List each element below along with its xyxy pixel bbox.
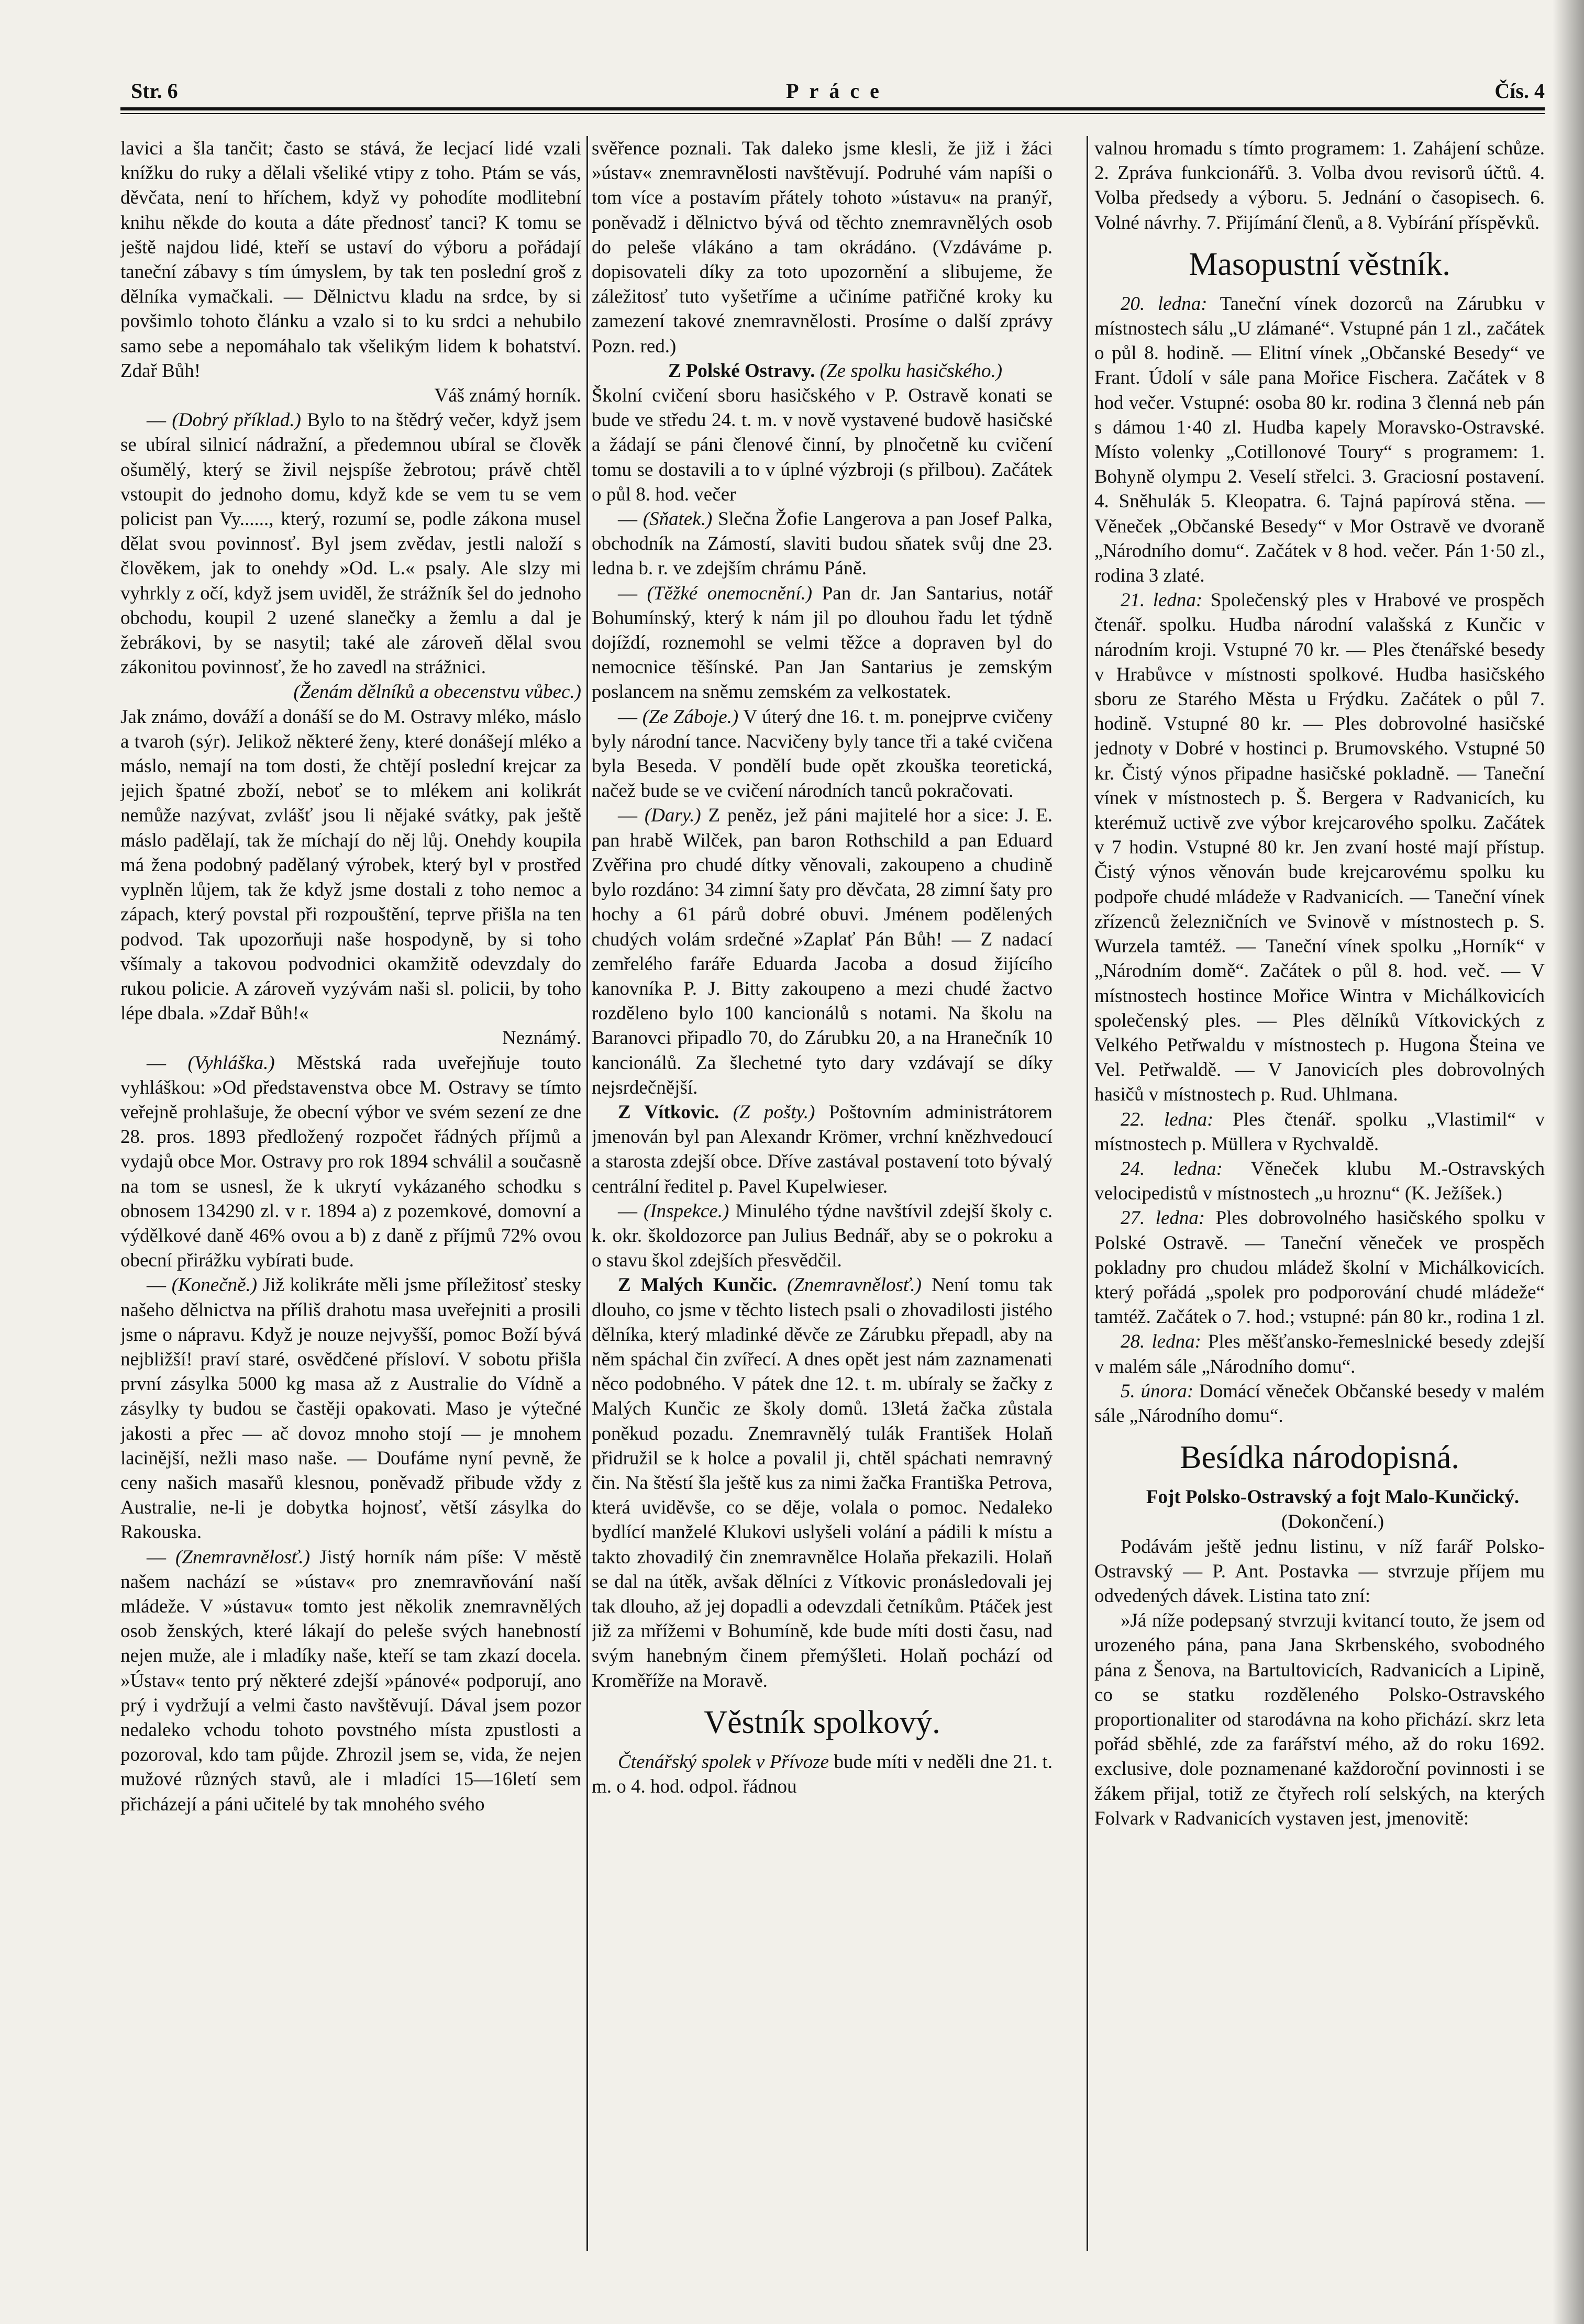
article-text: lavici a šla tančit; často se stává, že lecjací lidé vzali knížku do ruky a dělali všeliké vtipy z toho. Ptám se vás, děvčata, není to hříchem, když vy pohodíte modlitební knihu někde do kouta a dáte přednosť tanci? K tomu se ještě najdou lidé, kteří se ustaví do výboru a pořádají taneční zábavy s tím úmyslem, by tak ten poslední groš z dělníka vymačkali. — Dělnictvu kladu na srdce, by si povšimlo tohoto článku a vzalo si to ku srdci a nehubilo samo sebe a nepomáhalo tak všelikým lidem k bohatství. Zdař Bůh! (120, 138, 581, 382)
article-text: Není tomu tak dlouho, co jsme v těchto listech psali o zhovadilosti jistého dělníka, který mladinké děvče ze Zárubku přepadl, aby na něm spáchal čin zvířecí. A dnes opět jest nám zaznamenati něco podobného. V pátek dne 12. t. m. ubíraly se žačky z Malých Kunčic ze školy domů. 13letá žačka zůstala poněkud pozadu. Znemravnělý tulák František Holaň přidružil se k holce a povalil ji, chtěl spáchati nemravný čin. Na štěstí šla ještě kus za nimi žačka Františka Petrova, která uviděvše, co se děje, volala o pomoc. Nedaleko bydlící manželé Klukovi uslyšeli volání a pádili k místu a takto zhovadilý čin znemravnělce Holaňa překazili. Holaň se dal na útěk, avšak dělníci z Vítkovic pronásledovali jej tak dlouho, až jej dopadli a odevzdali četníkům. Ptáček jest již za mřížemi v Bohumíně, kde bude míti dosti času, nad svým hanebným činem přemýšleti. Holaň pochází od Kroměříže na Moravě. (592, 1274, 1053, 1692)
section-heading-vestnik: Věstník spolkový. (704, 1704, 940, 1740)
event-entry (1094, 1379, 1545, 1428)
event-text: Taneční vínek dozorců na Zárubku v místnostech sálu „U zlámané“. Vstupné pán 1 zl., začátek o půl 8. hodině. — Elitní vínek „Občanské Besedy“ ve Frant. Údolí v sále pana Mořice Fischera. Začátek v 8 hod večer. Vstupné: osoba 80 kr. rodina 3 členná neb pán s dámou 1·40 zl. Hudba kapely Moravsko-Ostravské. Místo volenky „Cotillonové Toury“ s programem: 1. Bohyně olympu 2. Veselí střelci. 3. Graciosní postavení. 4. Sněhulák 5. Kleopatra. 6. Tajná papírová stěna. — Věneček „Občanské Besedy“ v Mor Ostravě ve dvoraně „Národního domu“. Začátek v 8 hod. večer. Pán 1·50 zl., rodina 3 zlaté. (1094, 293, 1545, 587)
article-paragraph: — (Znemravnělosť.) Jistý horník nám píše: V městě našem nachází se »ústav« pro znemravňování naší mládeže. V »ústavu« tomto jest několik znemravnělých osob ženských, které lákají do peleše svých hanebností nejen muže, ale i mladíky naše, kteří se tam zkazí docela. »Ústav« tento prý některé zdejší »pánové« podporují, ano prý i vydržují a velmi často navštěvují. Dával jsem pozor nedaleko vchodu tohoto povstného místa zpustlosti a pozoroval, kdo tam půjde. Zhrozil jsem se, vida, že nejen mužové různých stavů, ale i mladíci 15—16letí sem přicházejí a páni učitelé by tak mnohého svého (120, 1546, 581, 1815)
article-title: (Těžké onemocnění.) (647, 582, 813, 604)
article-paragraph: — (Dobrý příklad.) Bylo to na štědrý večer, když jsem se ubíral silnicí nádražní, a předemnou ubíral se člověk ošumělý, který se živil nejspíše žebrotou; právě chtěl vstoupit do jednoho domu, když kde se vem tu se vem policist pan Vy......, který, rozumí se, podle zákona musel dělat svou povinnosť. Byl jsem zvědav, jestli naloží s člověkem, jak to onehdy »Od. L.« psaly. Ale slzy mi vyhrkly z očí, když jsem uviděl, že strážník šel do jednoho obchodu, koupil 2 uzené slanečky a žemlu a dal je žebrákovi, by se nasytil; také ale zároveň dělal svou zákonitou povinnosť, že ho zavedl na strážnici. (120, 409, 581, 679)
article-paragraph: — (Dary.) Z peněz, jež páni majitelé hor a sice: J. E. pan hrabě Wilček, pan baron Rothschild a pan Eduard Zvěřina pro chudé dítky věnovali, zakoupeno a chudině bylo rozdáno: 34 zimní šaty pro děvčata, 28 zimní šaty pro hochy a 61 párů dobré obuvi. Jménem podělených chudých volám srdečné »Zaplať Pán Bůh! — Z nadací zemřelého faráře Eduarda Jacoba a dosud žijícího kanovníka P. J. Bitty zakoupeno a mezi chudé žactvo rozděleno bylo 100 kancionálů s notami. Na školu na Baranovci připadlo 70, do Zárubku 20, a na Hranečník 10 kancionálů. Za šlechetné tyto dary vzdávají se díky nejsrdečnější. (592, 805, 1053, 1098)
page-number: Str. 6 (131, 79, 178, 103)
section-heading-besidka: Besídka národopisná. (1180, 1440, 1459, 1476)
event-entry (1094, 588, 1545, 1107)
issue-number: Čís. 4 (1494, 79, 1545, 103)
section-title: Z Malých Kunčic. (618, 1274, 778, 1296)
article-paragraph: — (Inspekce.) Minulého týdne navštívil zdejší školy c. k. okr. školdozorce pan Julius Bednář, aby se o pokroku a o stavu škol zdejších přesvědčil. (592, 1200, 1053, 1272)
article-paragraph: — (Ze Záboje.) V úterý dne 16. t. m. ponejprve cvičeny byly národní tance. Nacvičeny byly tance tři a také cvičena byla Beseda. V pondělí bude opět zkouška teoretická, načež bude se ve cvičení národních tanců pokračovati. (592, 706, 1053, 802)
column-divider-1 (586, 136, 588, 2251)
article-text: Školní cvičení sboru hasičského v P. Ostravě konati se bude ve středu 24. t. m. v nově vystavené budově hasičské a žádají se páni členové činní, by plnočetně ku cvičení tomu se dostavili a to v úplné výzbroji (s přilbou). Začátek o půl 8. hod. večer (592, 385, 1053, 505)
section-subtitle (1094, 1485, 1545, 1509)
article-text: svěřence poznali. Tak daleko jsme klesli, že již i žáci »ústav« znemravnělosti navštěvují. Podruhé vám napíši o tom více a postavím přátely tohoto »ústavu« na pranýř, poněvadž i dělnictvo bývá od těchto znemravnělých osob do peleše vlákáno a tam okrádáno. (Vzdáváme p. dopisovateli díky za toto upozornění a slibujeme, že záležitosť tuto vyšetříme a učiníme patřičné kroky ku zamezení takové znemravnělosti. Prosíme o další zprávy Pozn. red.) (592, 138, 1053, 357)
event-text: Domácí věneček Občanské besedy v malém sále „Národního domu“. (1094, 1380, 1545, 1427)
scan-edge-shadow (1553, 0, 1584, 2324)
article-text: Podávám ještě jednu listinu, v níž farář Polsko-Ostravský — P. Ant. Postavka — stvrzuje příjem mu odvedených dávek. Listina tato zní: (1094, 1536, 1545, 1607)
event-entry (1094, 292, 1545, 588)
article-signature: Váš známý horník. (434, 385, 581, 407)
article-signature: Neznámý. (502, 1027, 581, 1049)
article-paragraph: — (Konečně.) Již kolikráte měli jsme příležitosť stesky našeho dělnictva na příliš drahotu masa uveřejniti a prosili jsme o nápravu. Když je nouze nejvyšší, pomoc Boží bývá nejbližší! praví staré, osvědčené přísloví. V sobotu přišla první zásylka 5000 kg masa až z Australie do Vídně a zásylky ty budou se častěji opakovati. Maso je výtečné jakosti a přec — ač dovoz mnoho stojí — je mnohem lacinější, nežli maso naše. — Doufáme nyní pevně, že ceny našich masařů klesnou, poněvadž přibude vždy z Australie, ne-li je dobytka hojnosť, větší zásylka do Rakouska. (120, 1274, 581, 1543)
article-title: (Sňatek.) (643, 508, 713, 530)
event-date: 20. ledna: (1121, 293, 1208, 315)
article-title: (Dary.) (644, 805, 701, 827)
section-subtitle: (Znemravnělosť.) (787, 1274, 922, 1296)
article-text: »Já níže podepsaný stvrzuji kvitancí touto, že jsem od urozeného pána, pana Jana Skrbenského, svobodného pána z Šenova, na Bartultovicích, Radvanicích a Lipině, co se statku rozděleného Polsko-Ostravského proportionaliter od starodávna na koho přichází. skrz leta pořád sběhlé, zde za farářství mého, až do roku 1692. exclusive, dole poznamenané každoroční povinnosti i se žákem přijal, totiž ze čtyřech rolí selských, na kterých Folvark v Radvanicích vystaven jest, jmenovitě: (1094, 1610, 1545, 1829)
article-paragraph: — (Sňatek.) Slečna Žofie Langerova a pan Josef Palka, obchodník na Zámostí, slaviti budou sňatek svůj dne 23. ledna b. r. ve zdejším chrámu Páně. (592, 508, 1053, 580)
section-subtitle-text: Fojt Polsko-Ostravský a fojt Malo-Kunčický. (1146, 1486, 1520, 1508)
article-paragraph: — (Těžké onemocnění.) Pan dr. Jan Santarius, notář Bohumínský, který k nám jil po dlouhou řadu let týdně dojíždí, roznemohl se velmi těžce a dopraven byl do nemocnice těšínské. Pan Jan Santarius je zemským poslancem na sněmu zemském za velkostatek. (592, 582, 1053, 703)
event-entry (1094, 1206, 1545, 1329)
article-text: Jistý horník nám píše: V městě našem nachází se »ústav« pro znemravňování naší mládeže. V »ústavu« tomto jest několik znemravnělých osob ženských, které lákají do peleše svých hanebností nejen muže, ale i mladíky naše, kteří se tam zkazí docela. »Ústav« tento prý některé zdejší »pánové« podporují, ano prý i vydržují a velmi často navštěvují. Dával jsem pozor nedaleko vchodu tohoto povstného místa zpustlosti a pozoroval, kdo tam půjde. Zhrozil jsem se, vida, že nejen mužové různých stavů, ale i mladíci 15—16letí sem přicházejí a páni učitelé by tak mnohého svého (120, 1546, 581, 1815)
article-text: Pan dr. Jan Santarius, notář Bohumínský, který k nám jil po dlouhou řadu let týdně dojíždí, roznemohl se velmi těžce a dopraven byl do nemocnice těšínské. Pan Jan Santarius je zemským poslancem na sněmu zemském za velkostatek. (592, 582, 1053, 703)
event-text: Ples měšťansko-řemeslnické besedy zdejší v malém sále „Národního domu“. (1094, 1331, 1545, 1377)
article-text: bude míti v neděli dne 21. t. m. o 4. hod. odpol. řádnou (592, 1751, 1053, 1797)
event-entry (1094, 1329, 1545, 1378)
article-title: (Znemravnělosť.) (175, 1546, 311, 1568)
section-title: Z Polské Ostravy. (668, 360, 815, 382)
event-text: Ples čtenář. spolku „Vlastimil“ v místnostech p. Müllera v Rychvaldě. (1094, 1108, 1545, 1155)
event-date: 21. ledna: (1121, 590, 1203, 611)
article-title: (Konečně.) (171, 1274, 258, 1296)
event-date: 22. ledna: (1121, 1108, 1214, 1130)
column-3 (1094, 136, 1545, 2283)
event-date: 28. ledna: (1121, 1331, 1201, 1353)
article-title: (Vyhláška.) (187, 1052, 275, 1074)
header-rule (120, 107, 1545, 110)
article-text: V úterý dne 16. t. m. ponejprve cvičeny byly národní tance. Nacvičeny byly tance tři a také cvičena byla Beseda. V pondělí bude opět zkouška teoretická, načež bude se ve cvičení národních tanců pokračovati. (592, 706, 1053, 802)
article-text: Již kolikráte měli jsme příležitosť stesky našeho dělnictva na příliš drahotu masa uveřejniti a prosili jsme o nápravu. Když je nouze nejvyšší, pomoc Boží bývá nejbližší! praví staré, osvědčené přísloví. V sobotu přišla první zásylka 5000 kg masa až z Australie do Vídně a zásylky ty budou se častěji opakovati. Maso je výtečné jakosti a přec — ač dovoz mnoho stojí — je mnohem lacinější, nežli maso naše. — Doufáme nyní pevně, že ceny našich masařů klesnou, poněvadž přibude vždy z Australie, ne-li je dobytka hojnosť, větší zásylka do Rakouska. (120, 1274, 581, 1543)
section-subtitle: (Ze spolku hasičského.) (819, 360, 1003, 382)
event-text: Společenský ples v Hrabové ve prospěch čtenář. spolku. Hudba národní valašská z Kunčic v národním kroji. Vstupné 70 kr. — Ples čtenářské besedy v Hrabůvce v místnosti spolkové. Hudba hasičského sboru ze Starého Města u Frýdku. Začátek o půl 7. hodině. Vstupné 80 kr. — Ples dobrovolné hasičské jednoty v Dobré v hostinci p. Brumovského. Vstupné 50 kr. Čistý výnos připadne hasičské pokladně. — Taneční vínek v místnostech p. Š. Bergera v Radvanicích, ku kterémuž uctivě zve výbor krejcarového spolku. Začátek v 7 hodin. Vstupné 80 kr. Jen zvaní hosté mají přístup. Čistý výnos věnován bude krejcarovému spolku ku podpoře chudé mládeže v Radvanicích. — Taneční vínek zřízenců železničních ve Svinově v místnostech p. S. Wurzela tamtéž. — Taneční vínek spolku „Horník“ v „Národním domě“. Začátek o půl 8. hod. več. — V místnostech hostince Mořice Wintra v Michálkovicích společenský ples. — Ples dělníků Vítkovických z Velkého Petřwaldu v místnostech p. Hugona Šteina ve Vel. Petřwaldě. — V Janovicích ples dobrovolných hasičů v místnostech p. Rud. Uhlmana. (1094, 590, 1545, 1106)
event-date: 5. února: (1121, 1380, 1194, 1402)
article-title: (Inspekce.) (644, 1200, 729, 1222)
article-paragraph (592, 1273, 1053, 1693)
article-title-text: (Ženám dělníků a obecenstvu vůbec.) (293, 681, 581, 703)
article-text: valnou hromadu s tímto programem: 1. Zahájení schůze. 2. Zpráva funkcionářů. 3. Volba dvou revisorů účtů. 4. Volba předsedy a výboru. 5. Jednání o časopisech. 6. Volné návrhy. 7. Přijímání členů, a 8. Vybírání příspěvků. (1094, 138, 1545, 233)
article-text: Minulého týdne navštívil zdejší školy c. k. okr. školdozorce pan Julius Bednář, aby se o pokroku a o stavu škol zdejších přesvědčil. (592, 1200, 1053, 1272)
column-divider-2 (1087, 136, 1088, 2251)
event-text: Věneček klubu M.-Ostravských velocipedistů v místnostech „u hroznu“ (K. Ježíšek.) (1094, 1158, 1545, 1205)
article-text: Poštovním administrátorem jmenován byl pan Alexandr Krömer, vrchní knězhvedoucí a starosta zdejší obce. Dříve zastával postavení toto bývalý centrální ředitel p. Pavel Kupelwieser. (592, 1101, 1053, 1197)
event-date: 27. ledna: (1121, 1207, 1205, 1229)
continuation-note: (Dokončení.) (1281, 1511, 1384, 1533)
article-title: Čtenářský spolek v Přívoze (618, 1751, 829, 1773)
article-paragraph (592, 1100, 1053, 1199)
column-2 (592, 136, 1053, 2283)
event-date: 24. ledna: (1121, 1158, 1223, 1180)
article-title: (Ze Záboje.) (642, 706, 739, 728)
article-title (120, 680, 581, 704)
newspaper-title: Práce (786, 79, 890, 103)
event-entry (1094, 1157, 1545, 1206)
section-heading (592, 359, 1053, 383)
section-subtitle: (Z pošty.) (733, 1101, 815, 1123)
header-rule-thin (120, 113, 1545, 114)
article-text: Z peněz, jež páni majitelé hor a sice: J. E. pan hrabě Wilček, pan baron Rothschild a pan Eduard Zvěřina pro chudé dítky věnovali, zakoupeno a chudině bylo rozdáno: 34 zimní šaty pro děvčata, 28 zimní šaty pro hochy a 61 párů dobré obuvi. Jménem podělených chudých volám srdečné »Zaplať Pán Bůh! — Z nadací zemřelého faráře Eduarda Jacoba a dosud žijícího kanovníka P. J. Bitty zakoupeno a mezi chudé žactvo rozděleno bylo 100 kancionálů s notami. Na školu na Baranovci připadlo 70, do Zárubku 20, a na Hranečník 10 kancionálů. Za šlechetné tyto dary vzdávají se díky nejsrdečnější. (592, 805, 1053, 1098)
article-text: Jak známo, dováží a donáší se do M. Ostravy mléko, máslo a tvaroh (sýr). Jelikož některé ženy, které donášejí mléko a máslo, nemají na tom dosti, že chtějí poslední krejcar za jejich špatné zboží, neboť se to mlékem ani kolikrát nemůže nazývat, zvlášť jsou li nějaké svátky, pak ještě máslo padělají, tak že míchají do něj lůj. Onehdy koupila má žena podobný padělaný výrobek, který byl v prostřed vyplněn lůjem, tak že když jsme dostali z toho nemoc a zápach, který povstal při rozpouštění, teprve přišla na ten podvod. Tak upozorňuji naše hospodyně, by si toho všímaly a takovou podvodnici okamžitě odevzdaly do rukou policie. A zároveň vyzývám naši sl. policii, by toho lépe dbala. »Zdař Bůh!« (120, 706, 581, 1025)
article-text: Bylo to na štědrý večer, když jsem se ubíral silnicí nádražní, a předemnou ubíral se člověk ošumělý, který se živil nejspíše žebrotou; právě chtěl vstoupit do jednoho domu, když kde se vem tu se vem policist pan Vy......, který, rozumí se, podle zákona musel dělat svou povinnosť. Byl jsem zvědav, jestli naloží s člověkem, jak to onehdy »Od. L.« psaly. Ale slzy mi vyhrkly z očí, když jsem uviděl, že strážník šel do jednoho obchodu, koupil 2 uzené slanečky a žemlu a dal je žebrákovi, by se nasytil; také ale zároveň dělal svou zákonitou povinnosť, že ho zavedl na strážnici. (120, 409, 581, 679)
section-heading-masopust: Masopustní věstník. (1189, 246, 1450, 282)
column-1 (120, 136, 581, 2283)
article-text: Městská rada uveřejňuje touto vyhláškou: »Od představenstva obce M. Ostravy se tímto veřejně prohlašuje, že obecní výbor ve svém sezení ze dne 28. pros. 1893 předložený rozpočet řádných příjmů a vydajů obce Mor. Ostravy pro rok 1894 schválil a současně na tom se usnesl, že k ukrytí vykázaného schodku s obnosem 134290 zl. v r. 1894 a) z pozemkové, domovní a výdělkové daně 46% ovou a b) z daně z příjmů 72% ovou obecní přirážku vybírati bude. (120, 1052, 581, 1272)
event-entry (1094, 1107, 1545, 1157)
article-text: Slečna Žofie Langerova a pan Josef Palka, obchodník na Zámostí, slaviti budou sňatek svůj dne 23. ledna b. r. ve zdejším chrámu Páně. (592, 508, 1053, 580)
article-paragraph: — (Vyhláška.) Městská rada uveřejňuje touto vyhláškou: »Od představenstva obce M. Ostravy se tímto veřejně prohlašuje, že obecní výbor ve svém sezení ze dne 28. pros. 1893 předložený rozpočet řádných příjmů a vydajů obce Mor. Ostravy pro rok 1894 schválil a současně na tom se usnesl, že k ukrytí vykázaného schodku s obnosem 134290 zl. v r. 1894 a) z pozemkové, domovní a výdělkové daně 46% ovou a b) z daně z příjmů 72% ovou obecní přirážku vybírati bude. (120, 1052, 581, 1272)
article-title: (Dobrý příklad.) (172, 409, 301, 431)
event-text: Ples dobrovolného hasičského spolku v Polské Ostravě. — Taneční věneček ve prospěch pokladny pro chudou mládež školní v Michálkovicích. který pořádá „spolek pro podporování chudé mládeže“ tamtéž. Začátek o 7. hod.; vstupné: pán 80 kr., rodina 1 zl. (1094, 1207, 1545, 1328)
article-paragraph (592, 1750, 1053, 1799)
section-title: Z Vítkovic. (618, 1101, 719, 1123)
